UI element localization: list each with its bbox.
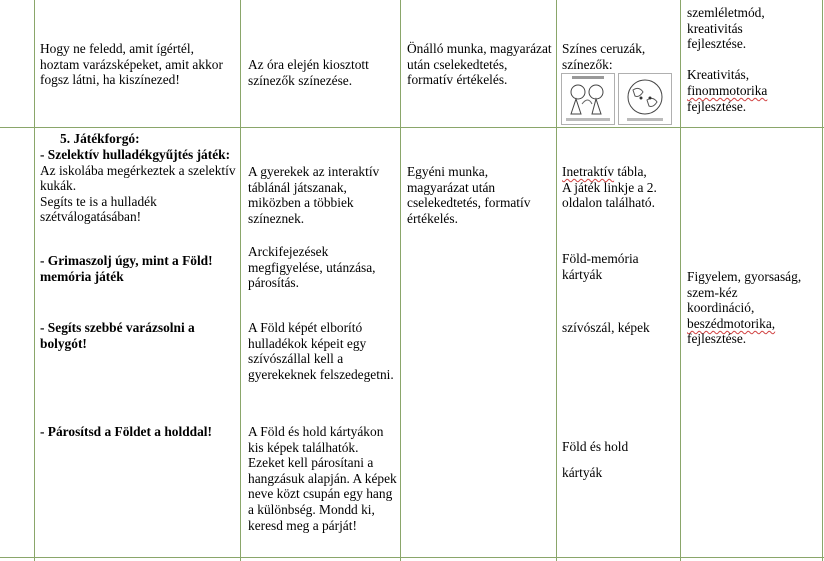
game-selective-waste [40,147,238,225]
row2-tools-p3: szívószál, képek [562,320,650,335]
game-earth-moon-pairs-title: - Párosítsd a Földet a holddal! [40,424,212,439]
column-divider [240,0,241,561]
row1-tools [562,41,678,72]
game-clean-planet-title: - Segíts szebbé varázsolni a bolygót! [40,320,195,351]
row1-dev-line: szemléletmód, [687,5,765,20]
row2-method-p1: A gyerekek az interaktív táblánál játszanak, miközben a többiek színeznek. [248,164,380,226]
row2-method-p3: A Föld képét elborító hulladékok képeit egy szívószállal kell a gyerekeknek felszedegetni. [248,320,394,382]
row2-dev-line: beszédmotorika, [687,315,776,331]
row2-development [687,269,819,347]
row2-dev-line: fejlesztése. [687,331,747,347]
row2-tools-rest: tábla, A játék linkje a 2. oldalon található. [562,164,657,211]
row2-dev-line: koordináció, [687,300,755,316]
row2-tools-p4-line2: kártyák [562,465,603,480]
row1-activity-text: Hogy ne feledd, amit ígértél, hoztam varázsképeket, amit akkor fogsz látni, ha kiszínezed! [40,41,223,88]
row2-tools-word: Inetraktív [562,164,615,179]
row-divider [0,127,824,128]
game-title: - Szelektív hulladékgyűjtés játék: [40,147,231,162]
row2-method-p2: Arckifejezések megfigyelése, utánzása, párosítás. [248,244,376,291]
row1-dev-line: finommotorika [687,82,768,98]
row1-dev-line: kreativitás [687,20,743,36]
games-heading: 5. Játékforgó: [60,131,140,146]
row1-dev-line: fejlesztése. [687,98,747,114]
coloring-sheet-image [618,73,672,125]
game-grimace-memory-title: - Grimaszolj úgy, mint a Föld! memória játék [40,253,213,284]
game-description: Az iskolába megérkeztek a szelektív kukák. Segíts te is a hulladék szétválogatásában! [40,162,236,225]
row1-tools-line1: Színes ceruzák, [562,41,646,56]
coloring-sheet-earth-icon [619,74,671,124]
row1-workform-text: Önálló munka, magyarázat után cselekedtetés, formatív értékelés. [407,41,552,88]
row2-tools-p2: Föld-memória kártyák [562,251,639,282]
coloring-sheet-image [561,73,615,125]
row1-tools-line2: színezők: [562,56,613,72]
coloring-sheet-children-icon [562,74,614,124]
row1-dev-line: Kreativitás, [687,67,750,83]
column-divider [556,0,557,561]
column-divider [680,0,681,561]
row1-dev-line: fejlesztése. [687,36,747,52]
row2-tools-p1 [562,164,678,211]
row1-development [687,5,819,114]
column-divider [34,0,35,561]
row-divider [0,557,824,558]
row2-method-p4: A Föld és hold kártyákon kis képek találhatók. Ezeket kell párosítani a hangzásuk alapján. A képek neve közt csupán egy hang a különbség. Mondd ki, keresd meg a párját! [248,424,397,533]
row2-tools-p4-line1: Föld és hold [562,439,629,454]
row2-dev-line: szem-kéz [687,284,738,300]
column-divider [400,0,401,561]
column-divider [822,0,823,561]
row2-workform-text: Egyéni munka, magyarázat után cselekedtetés, formatív értékelés. [407,164,531,226]
row2-dev-line: Figyelem, gyorsaság, [687,269,802,284]
row1-method-text: Az óra elején kiosztott színezők színezése. [248,57,369,88]
